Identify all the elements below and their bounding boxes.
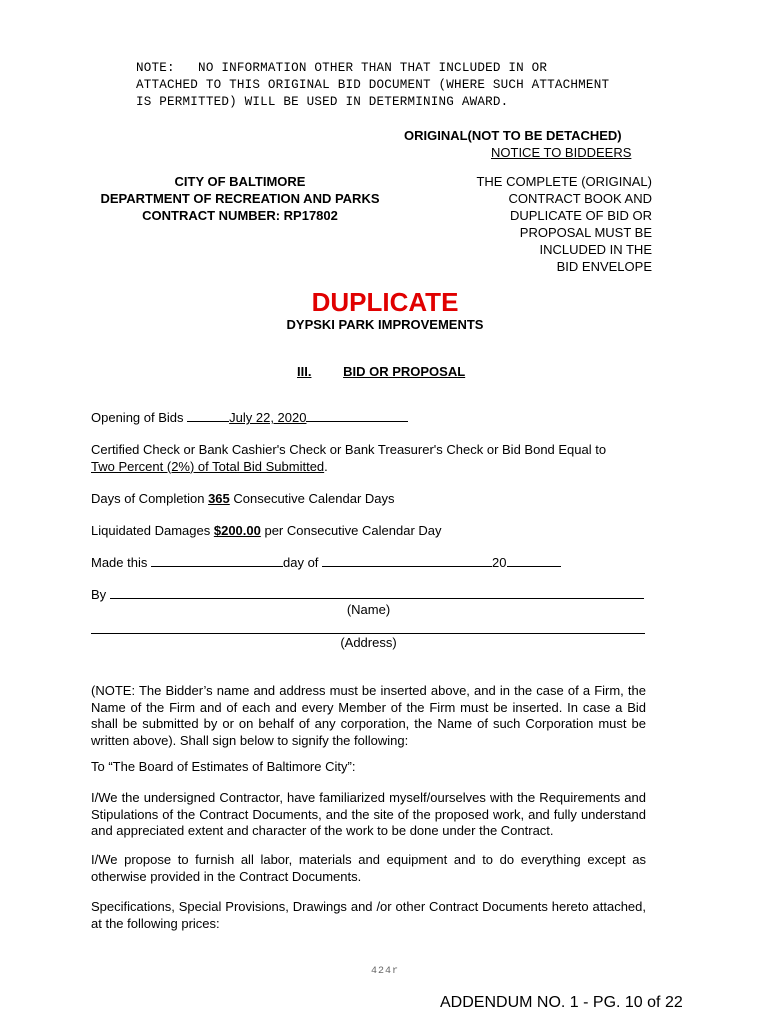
damages-suffix: per Consecutive Calendar Day xyxy=(260,523,442,538)
instruction-line: INCLUDED IN THE xyxy=(539,242,652,257)
proposal-statement: I/We propose to furnish all labor, materials and equipment and to do everything except as otherwise provided in the Contract Documents. xyxy=(91,852,646,884)
period: . xyxy=(324,458,328,474)
bid-security xyxy=(91,442,646,475)
completion-days: 365 xyxy=(208,491,230,506)
section-title: BID OR PROPOSAL xyxy=(343,364,466,379)
specifications-statement: Specifications, Special Provisions, Drawings and /or other Contract Documents hereto attached, at the following prices: xyxy=(91,899,646,931)
completion-suffix: Consecutive Calendar Days xyxy=(229,491,395,506)
damages-amount: $200.00 xyxy=(213,523,261,538)
city-name: CITY OF BALTIMORE xyxy=(174,174,306,189)
made-this-label: Made this xyxy=(91,555,148,570)
blank-line xyxy=(187,421,229,422)
year-prefix: 20 xyxy=(492,555,507,570)
section-number: III. xyxy=(297,364,312,379)
month-blank[interactable] xyxy=(322,566,492,567)
instruction-line: BID ENVELOPE xyxy=(556,259,652,274)
blank-line xyxy=(306,421,408,422)
name-blank[interactable] xyxy=(110,598,644,599)
by-label: By xyxy=(91,587,107,602)
day-blank[interactable] xyxy=(151,566,283,567)
completion-label: Days of Completion xyxy=(91,491,209,506)
notice-to-bidders: NOTICE TO BIDDEERS xyxy=(491,145,632,160)
duplicate-stamp: DUPLICATE xyxy=(311,287,459,317)
instruction-line: CONTRACT BOOK AND xyxy=(508,191,652,206)
address-label: (Address) xyxy=(340,635,397,650)
project-title: DYPSKI PARK IMPROVEMENTS xyxy=(286,317,484,332)
days-of-completion xyxy=(91,490,395,507)
name-label: (Name) xyxy=(346,602,391,617)
bidder-note: (NOTE: The Bidder’s name and address must be inserted above, and in the case of a Firm, the Name of the Firm and of each and every Member of the Firm must be inserted. In case a Bid shall be submitted by or on behalf of any corporation, the Name of such Corporation must be written above). Shall sign below to signify the following: xyxy=(91,683,646,748)
familiarization-statement: I/We the undersigned Contractor, have familiarized myself/ourselves with the Requirements and Stipulations of the Contract Documents, and the site of the proposed work, and fully understand and appreciated extent and character of the work to be done under the Contract. xyxy=(91,790,646,838)
year-blank[interactable] xyxy=(507,566,561,567)
day-of-label: day of xyxy=(283,555,319,570)
addendum-footer: ADDENDUM NO. 1 - PG. 10 of 22 xyxy=(440,994,683,1011)
opening-date: July 22, 2020 xyxy=(229,410,307,425)
opening-label: Opening of Bids xyxy=(91,410,188,425)
instruction-line: THE COMPLETE (ORIGINAL) xyxy=(476,174,652,189)
section-heading xyxy=(297,363,465,380)
damages-label: Liquidated Damages xyxy=(91,523,214,538)
contract-number: CONTRACT NUMBER: RP17802 xyxy=(142,208,338,223)
bid-security-text: Certified Check or Bank Cashier's Check or Bank Treasurer's Check or Bid Bond Equal to xyxy=(91,442,607,457)
agency-header xyxy=(60,173,420,224)
instruction-line: DUPLICATE OF BID OR xyxy=(509,208,652,223)
original-label: ORIGINAL(NOT TO BE DETACHED) xyxy=(404,128,622,143)
envelope-instructions xyxy=(420,173,652,275)
liquidated-damages xyxy=(91,522,442,539)
bid-security-amount: Two Percent (2%) of Total Bid Submitted xyxy=(91,458,325,474)
opening-of-bids xyxy=(91,409,408,426)
department-name: DEPARTMENT OF RECREATION AND PARKS xyxy=(100,191,380,206)
award-note: NOTE: NO INFORMATION OTHER THAN THAT INCLUDED IN OR ATTACHED TO THIS ORIGINAL BID DOCUMENT (WHERE SUCH ATTACHMENT IS PERMITTED) WILL BE USED IN DETERMINING AWARD. xyxy=(136,61,610,109)
page-code: 424r xyxy=(370,966,399,977)
instruction-line: PROPOSAL MUST BE xyxy=(519,225,652,240)
addressee: To “The Board of Estimates of Baltimore City”: xyxy=(91,759,356,774)
made-this-line xyxy=(91,554,561,571)
